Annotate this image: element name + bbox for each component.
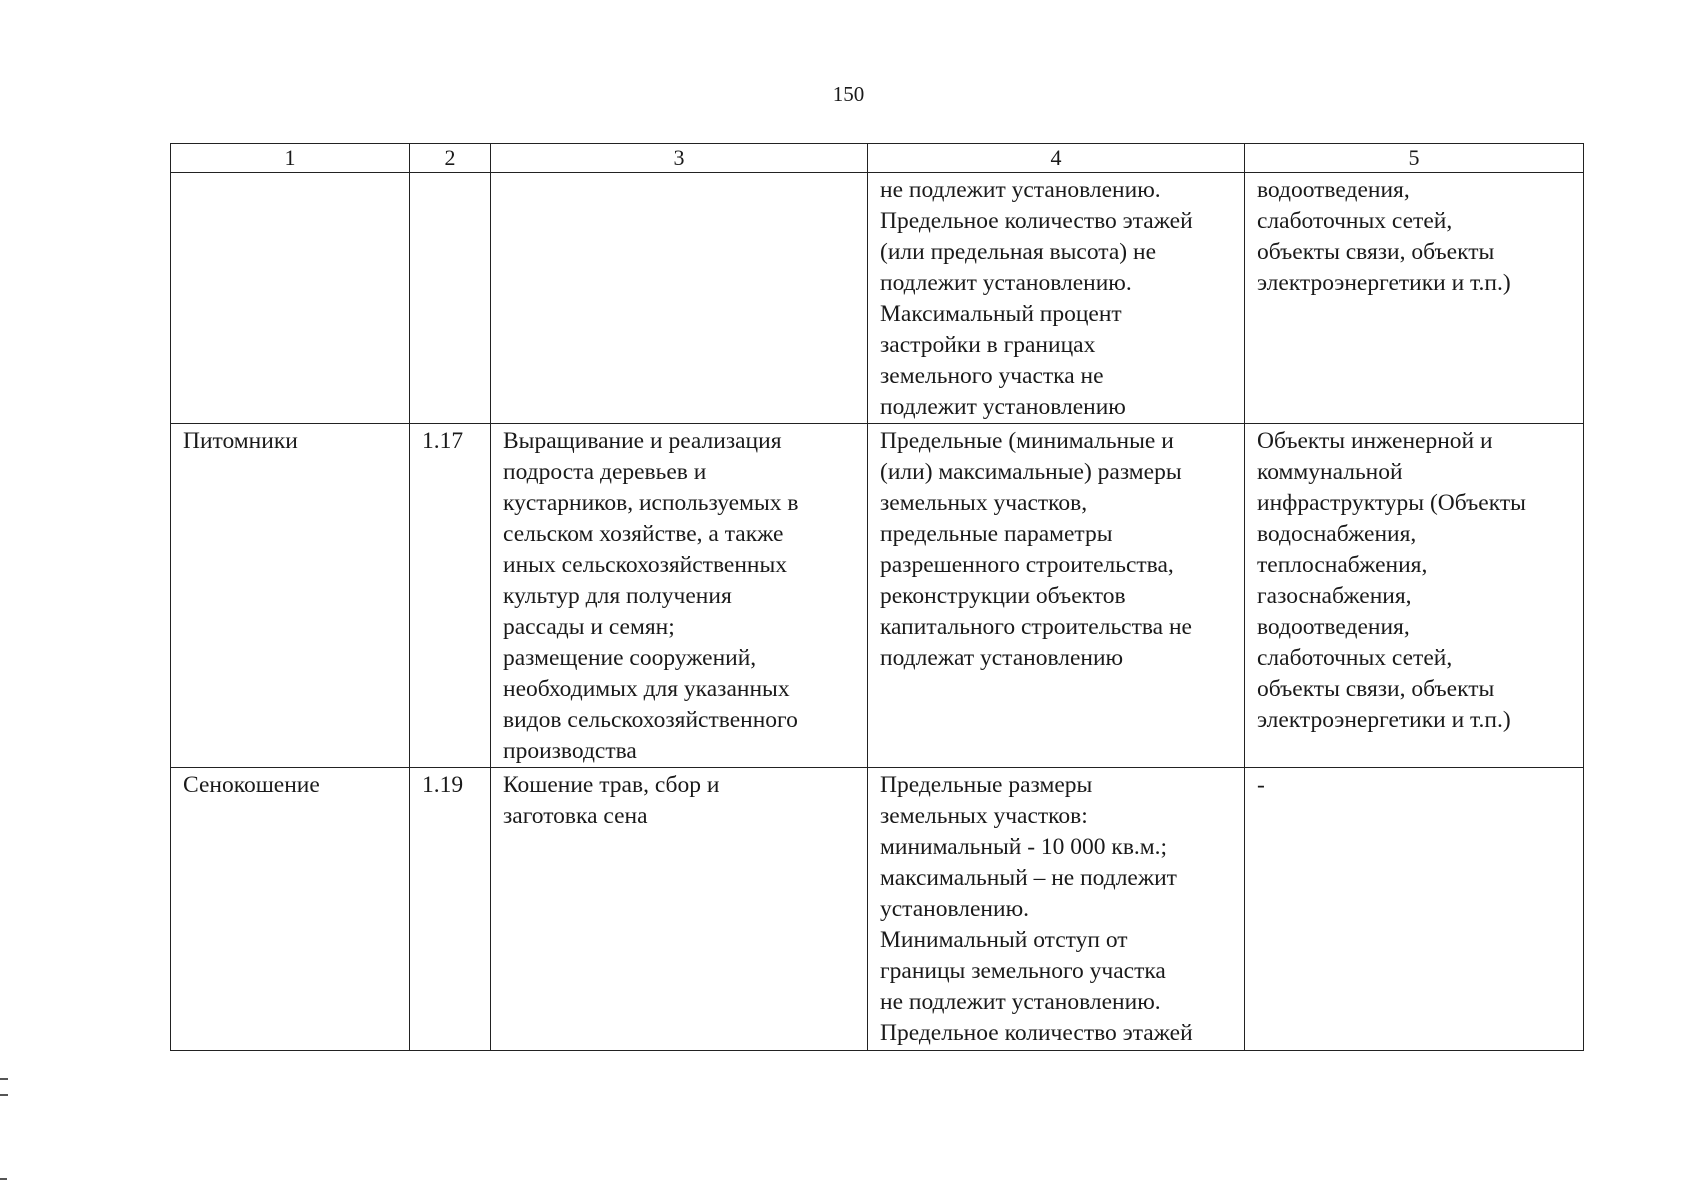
- row-name-cell: [171, 768, 410, 1051]
- row-parameters: Предельные размеры земельных участков: минимальный - 10 000 кв.м.; максимальный – не подлежит установлению. Минимальный отступ от границы земельного участка не подлежит установлению. Предельное количество этажей: [880, 772, 1193, 1046]
- row-name-cell: [171, 424, 410, 768]
- column-header-5: 5: [1245, 144, 1584, 173]
- row-name: Сенокошение: [183, 772, 320, 798]
- column-header-3: 3: [491, 144, 868, 173]
- row-parameters-cell: [868, 173, 1245, 424]
- table-row: [171, 768, 1584, 1051]
- zoning-table: [170, 143, 1584, 1051]
- row-description: Кошение трав, сбор и заготовка сена: [503, 772, 720, 829]
- row-code: 1.19: [422, 772, 464, 798]
- row-code-cell: [410, 768, 491, 1051]
- column-header-1: 1: [171, 144, 410, 173]
- row-name-cell: [171, 173, 410, 424]
- scan-edge-mark: [0, 1078, 8, 1096]
- table-header-row: [171, 144, 1584, 173]
- row-objects: Объекты инженерной и коммунальной инфраструктуры (Объекты водоснабжения, теплоснабжения, газоснабжения, водоотведения, слаботочных сетей, объекты связи, объекты электроэнергетики и т.п.): [1257, 428, 1526, 733]
- row-name: Питомники: [183, 428, 298, 454]
- row-code-cell: [410, 173, 491, 424]
- row-parameters: не подлежит установлению. Предельное количество этажей (или предельная высота) не подлежит установлению. Максимальный процент застройки в границах земельного участка не подлежит установлению: [880, 177, 1193, 420]
- row-objects-cell: [1245, 768, 1584, 1051]
- row-objects: водоотведения, слаботочных сетей, объекты связи, объекты электроэнергетики и т.п.): [1257, 177, 1511, 296]
- row-parameters: Предельные (минимальные и (или) максимальные) размеры земельных участков, предельные параметры разрешенного строительства, реконструкции объектов капитального строительства не подлежат установлению: [880, 428, 1192, 671]
- row-description: Выращивание и реализация подроста деревьев и кустарников, используемых в сельском хозяйстве, а также иных сельскохозяйственных культур для получения рассады и семян; размещение сооружений, необходимых для указанных видов сельскохозяйственного производства: [503, 428, 799, 764]
- column-header-4: 4: [868, 144, 1245, 173]
- row-objects-cell: [1245, 173, 1584, 424]
- page-number: 150: [832, 82, 865, 106]
- row-parameters-cell: [868, 768, 1245, 1051]
- scan-edge-mark: [0, 1178, 7, 1180]
- row-objects-cell: [1245, 424, 1584, 768]
- row-code: 1.17: [422, 428, 464, 454]
- row-parameters-cell: [868, 424, 1245, 768]
- row-description-cell: [491, 424, 868, 768]
- row-objects: -: [1257, 772, 1265, 798]
- row-description-cell: [491, 768, 868, 1051]
- table-row: [171, 173, 1584, 424]
- row-code-cell: [410, 424, 491, 768]
- table-row: [171, 424, 1584, 768]
- row-description-cell: [491, 173, 868, 424]
- column-header-2: 2: [410, 144, 491, 173]
